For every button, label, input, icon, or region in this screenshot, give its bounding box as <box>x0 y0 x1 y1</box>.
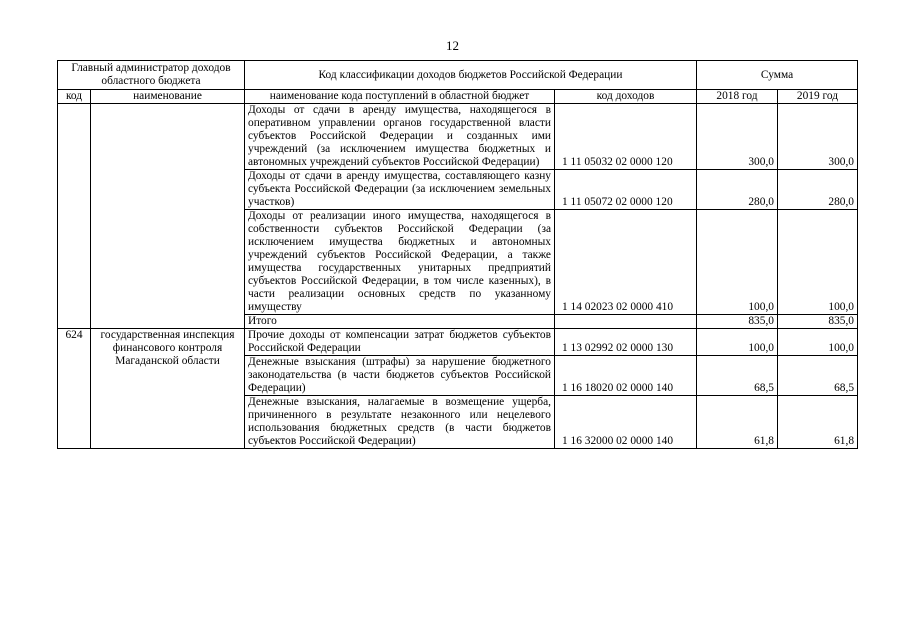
admin-name-cell <box>91 104 245 329</box>
table-row <box>58 104 858 170</box>
revenue-code: 1 13 02992 02 0000 130 <box>555 329 697 356</box>
revenue-description: Доходы от реализации иного имущества, находящегося в собственности субъектов Российской Федерации (за исключением имущества бюджетных и автономных учреждений субъектов Российской Федерации, а также имущества государственных унитарных предприятий субъектов Российской Федерации, в том числе казенных), в части реализации основных средств по указанному имуществу <box>245 210 555 315</box>
admin-code: 624 <box>58 329 91 449</box>
header-sum-group: Сумма <box>697 61 858 90</box>
header-classification-group: Код классификации доходов бюджетов Российской Федерации <box>245 61 697 90</box>
revenue-code: 1 11 05072 02 0000 120 <box>555 170 697 210</box>
revenue-table <box>57 60 858 449</box>
header-revenue-name: наименование кода поступлений в областной бюджет <box>245 90 555 104</box>
header-revenue-code: код доходов <box>555 90 697 104</box>
amount-2019: 61,8 <box>778 396 858 449</box>
amount-2018: 280,0 <box>697 170 778 210</box>
header-name: наименование <box>91 90 245 104</box>
amount-2019: 100,0 <box>778 329 858 356</box>
total-code-cell <box>555 315 697 329</box>
table-header-row-2 <box>58 90 858 104</box>
revenue-description: Доходы от сдачи в аренду имущества, составляющего казну субъекта Российской Федерации (за исключением земельных участков) <box>245 170 555 210</box>
amount-2019: 68,5 <box>778 356 858 396</box>
revenue-code: 1 14 02023 02 0000 410 <box>555 210 697 315</box>
header-code: код <box>58 90 91 104</box>
amount-2019: 280,0 <box>778 170 858 210</box>
amount-2019: 300,0 <box>778 104 858 170</box>
header-2018: 2018 год <box>697 90 778 104</box>
total-label: Итого <box>245 315 555 329</box>
amount-2018: 100,0 <box>697 329 778 356</box>
total-2018: 835,0 <box>697 315 778 329</box>
admin-code-cell <box>58 104 91 329</box>
header-admin-group: Главный администратор доходов областного бюджета <box>58 61 245 90</box>
revenue-description: Денежные взыскания, налагаемые в возмещение ущерба, причиненного в результате незаконного или нецелевого использования бюджетных средств (в части бюджетов субъектов Российской Федерации) <box>245 396 555 449</box>
table-row <box>58 329 858 356</box>
total-2019: 835,0 <box>778 315 858 329</box>
page-number: 12 <box>446 38 459 53</box>
revenue-description: Доходы от сдачи в аренду имущества, находящегося в оперативном управлении органов государственной власти субъектов Российской Федерации и созданных ими учреждений (за исключением имущества бюджетных и автономных учреждений субъектов Российской Федерации) <box>245 104 555 170</box>
table-header-row-1 <box>58 61 858 90</box>
amount-2018: 100,0 <box>697 210 778 315</box>
revenue-code: 1 16 32000 02 0000 140 <box>555 396 697 449</box>
revenue-description: Денежные взыскания (штрафы) за нарушение бюджетного законодательства (в части бюджетов субъектов Российской Федерации) <box>245 356 555 396</box>
revenue-code: 1 16 18020 02 0000 140 <box>555 356 697 396</box>
amount-2018: 300,0 <box>697 104 778 170</box>
header-2019: 2019 год <box>778 90 858 104</box>
amount-2019: 100,0 <box>778 210 858 315</box>
admin-name: государственная инспекция финансового контроля Магаданской области <box>91 329 245 449</box>
amount-2018: 68,5 <box>697 356 778 396</box>
amount-2018: 61,8 <box>697 396 778 449</box>
revenue-description: Прочие доходы от компенсации затрат бюджетов субъектов Российской Федерации <box>245 329 555 356</box>
revenue-code: 1 11 05032 02 0000 120 <box>555 104 697 170</box>
